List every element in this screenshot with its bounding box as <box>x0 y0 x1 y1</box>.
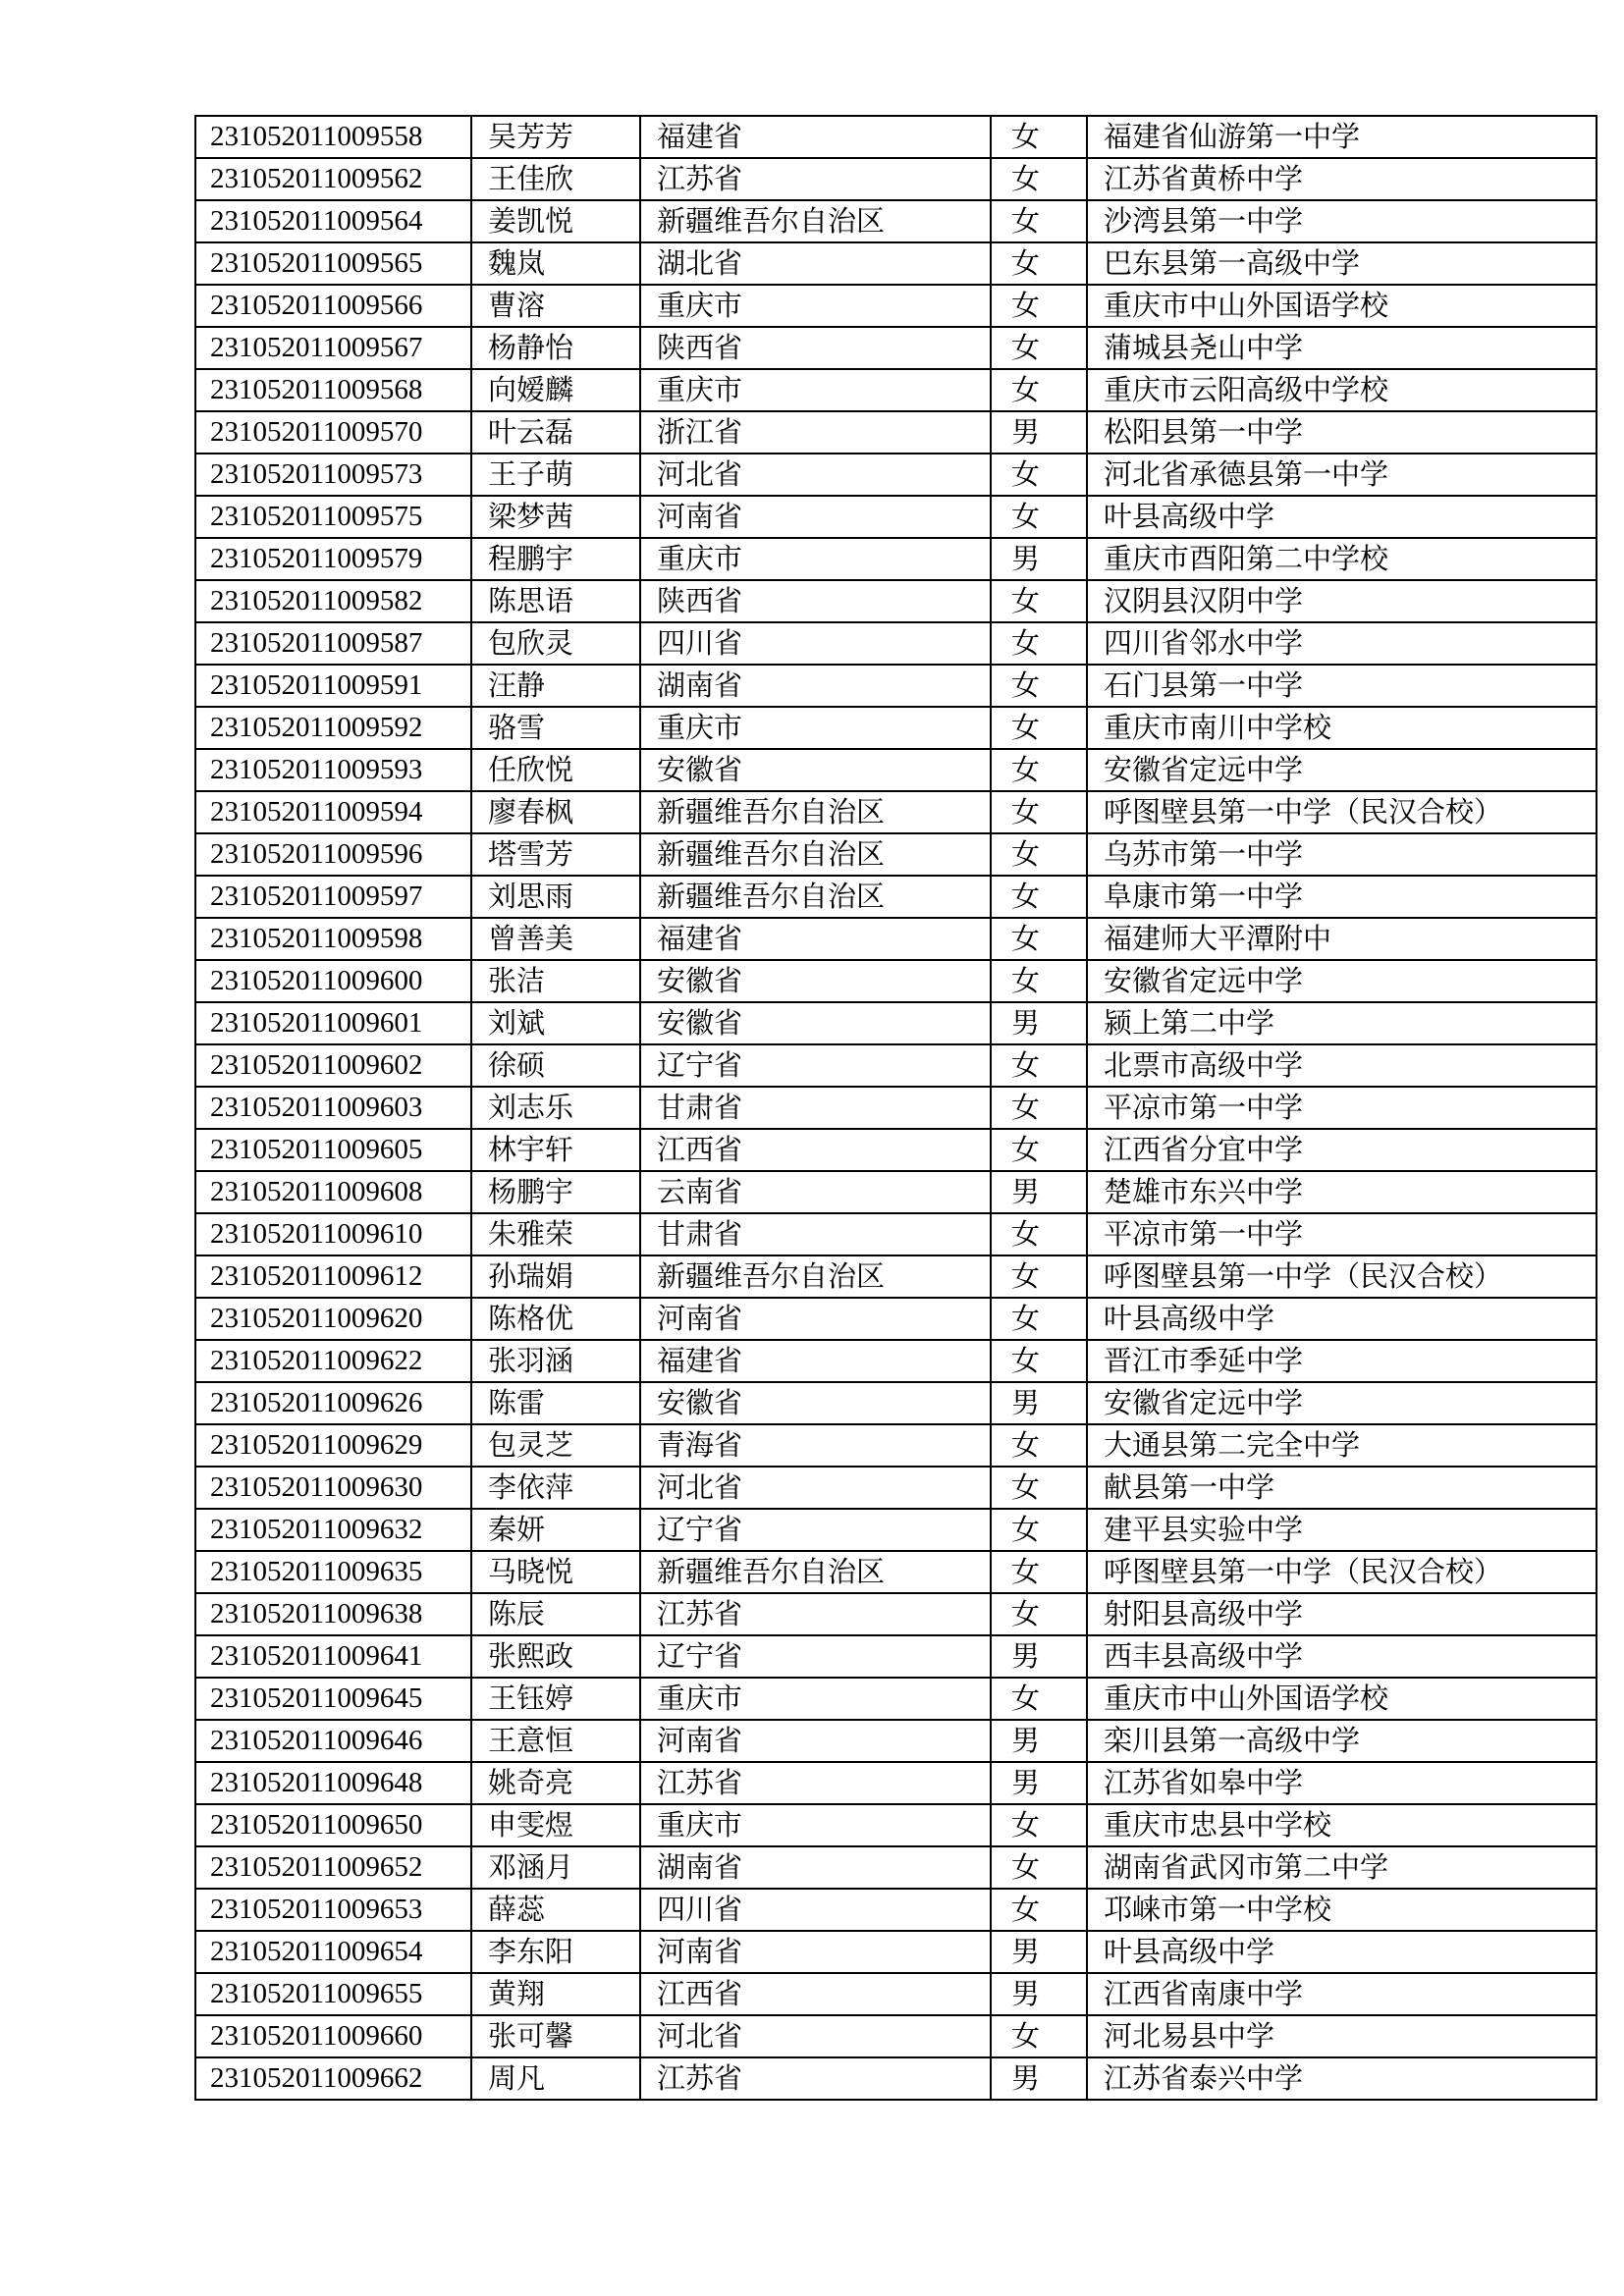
province-cell: 甘肃省 <box>640 1213 991 1255</box>
exam-number-cell: 231052011009646 <box>195 1720 471 1762</box>
school-cell: 呼图壁县第一中学（民汉合校） <box>1087 791 1597 833</box>
student-name-cell: 叶云磊 <box>471 411 640 454</box>
province-cell: 江苏省 <box>640 2057 991 2100</box>
gender-cell: 男 <box>991 1002 1087 1044</box>
table-row <box>195 1213 1597 1255</box>
province-cell: 甘肃省 <box>640 1087 991 1129</box>
exam-number-cell: 231052011009660 <box>195 2015 471 2057</box>
table-row <box>195 538 1597 580</box>
student-name-cell: 周凡 <box>471 2057 640 2100</box>
student-name-cell: 邓涵月 <box>471 1846 640 1889</box>
gender-cell: 女 <box>991 369 1087 411</box>
school-cell: 献县第一中学 <box>1087 1467 1597 1509</box>
student-name-cell: 梁梦茜 <box>471 496 640 538</box>
gender-cell: 女 <box>991 1298 1087 1340</box>
province-cell: 福建省 <box>640 918 991 960</box>
exam-number-cell: 231052011009645 <box>195 1678 471 1720</box>
province-cell: 河北省 <box>640 454 991 496</box>
province-cell: 新疆维吾尔自治区 <box>640 876 991 918</box>
student-name-cell: 陈雷 <box>471 1382 640 1424</box>
school-cell: 福建省仙游第一中学 <box>1087 116 1597 158</box>
gender-cell: 女 <box>991 749 1087 791</box>
student-name-cell: 张可馨 <box>471 2015 640 2057</box>
student-name-cell: 任欣悦 <box>471 749 640 791</box>
province-cell: 河南省 <box>640 1931 991 1973</box>
table-row <box>195 1171 1597 1213</box>
student-name-cell: 王佳欣 <box>471 158 640 200</box>
province-cell: 辽宁省 <box>640 1635 991 1678</box>
school-cell: 蒲城县尧山中学 <box>1087 327 1597 369</box>
exam-number-cell: 231052011009610 <box>195 1213 471 1255</box>
gender-cell: 女 <box>991 1424 1087 1467</box>
exam-number-cell: 231052011009597 <box>195 876 471 918</box>
table-row <box>195 833 1597 876</box>
province-cell: 重庆市 <box>640 538 991 580</box>
student-name-cell: 魏岚 <box>471 242 640 285</box>
gender-cell: 女 <box>991 1129 1087 1171</box>
school-cell: 射阳县高级中学 <box>1087 1593 1597 1635</box>
table-row <box>195 2015 1597 2057</box>
school-cell: 湖南省武冈市第二中学 <box>1087 1846 1597 1889</box>
province-cell: 重庆市 <box>640 369 991 411</box>
gender-cell: 女 <box>991 580 1087 622</box>
school-cell: 汉阴县汉阴中学 <box>1087 580 1597 622</box>
gender-cell: 女 <box>991 1340 1087 1382</box>
exam-number-cell: 231052011009652 <box>195 1846 471 1889</box>
school-cell: 重庆市忠县中学校 <box>1087 1804 1597 1846</box>
table-row <box>195 369 1597 411</box>
province-cell: 河北省 <box>640 2015 991 2057</box>
student-name-cell: 王子萌 <box>471 454 640 496</box>
exam-number-cell: 231052011009598 <box>195 918 471 960</box>
student-name-cell: 张熙政 <box>471 1635 640 1678</box>
table-row <box>195 1129 1597 1171</box>
province-cell: 安徽省 <box>640 1002 991 1044</box>
table-row <box>195 285 1597 327</box>
school-cell: 江苏省泰兴中学 <box>1087 2057 1597 2100</box>
school-cell: 楚雄市东兴中学 <box>1087 1171 1597 1213</box>
exam-number-cell: 231052011009600 <box>195 960 471 1002</box>
table-row <box>195 1467 1597 1509</box>
table-row <box>195 580 1597 622</box>
student-name-cell: 刘思雨 <box>471 876 640 918</box>
province-cell: 江苏省 <box>640 1593 991 1635</box>
gender-cell: 男 <box>991 538 1087 580</box>
province-cell: 重庆市 <box>640 1678 991 1720</box>
gender-cell: 男 <box>991 1382 1087 1424</box>
gender-cell: 女 <box>991 1087 1087 1129</box>
school-cell: 大通县第二完全中学 <box>1087 1424 1597 1467</box>
exam-number-cell: 231052011009653 <box>195 1889 471 1931</box>
exam-number-cell: 231052011009638 <box>195 1593 471 1635</box>
exam-number-cell: 231052011009582 <box>195 580 471 622</box>
school-cell: 栾川县第一高级中学 <box>1087 1720 1597 1762</box>
school-cell: 石门县第一中学 <box>1087 665 1597 707</box>
province-cell: 浙江省 <box>640 411 991 454</box>
gender-cell: 女 <box>991 1593 1087 1635</box>
province-cell: 江西省 <box>640 1129 991 1171</box>
exam-number-cell: 231052011009570 <box>195 411 471 454</box>
gender-cell: 女 <box>991 918 1087 960</box>
table-row <box>195 960 1597 1002</box>
exam-number-cell: 231052011009564 <box>195 200 471 242</box>
school-cell: 江苏省黄桥中学 <box>1087 158 1597 200</box>
exam-number-cell: 231052011009587 <box>195 622 471 665</box>
exam-number-cell: 231052011009567 <box>195 327 471 369</box>
gender-cell: 女 <box>991 1467 1087 1509</box>
table-row <box>195 116 1597 158</box>
school-cell: 呼图壁县第一中学（民汉合校） <box>1087 1551 1597 1593</box>
student-name-cell: 薛蕊 <box>471 1889 640 1931</box>
exam-number-cell: 231052011009594 <box>195 791 471 833</box>
gender-cell: 女 <box>991 242 1087 285</box>
table-row <box>195 200 1597 242</box>
table-row <box>195 1255 1597 1298</box>
province-cell: 福建省 <box>640 116 991 158</box>
table-row <box>195 1340 1597 1382</box>
school-cell: 江西省分宜中学 <box>1087 1129 1597 1171</box>
exam-number-cell: 231052011009603 <box>195 1087 471 1129</box>
table-row <box>195 876 1597 918</box>
province-cell: 江苏省 <box>640 158 991 200</box>
student-name-cell: 刘志乐 <box>471 1087 640 1129</box>
school-cell: 颍上第二中学 <box>1087 1002 1597 1044</box>
gender-cell: 男 <box>991 411 1087 454</box>
province-cell: 重庆市 <box>640 1804 991 1846</box>
table-row <box>195 242 1597 285</box>
student-name-cell: 向嫒麟 <box>471 369 640 411</box>
table-row <box>195 1973 1597 2015</box>
gender-cell: 女 <box>991 1889 1087 1931</box>
gender-cell: 男 <box>991 1171 1087 1213</box>
student-name-cell: 廖春枫 <box>471 791 640 833</box>
exam-number-cell: 231052011009648 <box>195 1762 471 1804</box>
gender-cell: 女 <box>991 833 1087 876</box>
school-cell: 叶县高级中学 <box>1087 496 1597 538</box>
province-cell: 新疆维吾尔自治区 <box>640 200 991 242</box>
school-cell: 邛崃市第一中学校 <box>1087 1889 1597 1931</box>
province-cell: 湖南省 <box>640 665 991 707</box>
school-cell: 重庆市中山外国语学校 <box>1087 1678 1597 1720</box>
exam-number-cell: 231052011009622 <box>195 1340 471 1382</box>
province-cell: 青海省 <box>640 1424 991 1467</box>
table-row <box>195 1762 1597 1804</box>
school-cell: 西丰县高级中学 <box>1087 1635 1597 1678</box>
exam-number-cell: 231052011009592 <box>195 707 471 749</box>
student-name-cell: 陈格优 <box>471 1298 640 1340</box>
exam-number-cell: 231052011009593 <box>195 749 471 791</box>
province-cell: 新疆维吾尔自治区 <box>640 791 991 833</box>
student-name-cell: 姜凯悦 <box>471 200 640 242</box>
province-cell: 安徽省 <box>640 749 991 791</box>
exam-number-cell: 231052011009662 <box>195 2057 471 2100</box>
exam-number-cell: 231052011009566 <box>195 285 471 327</box>
province-cell: 河南省 <box>640 496 991 538</box>
province-cell: 四川省 <box>640 1889 991 1931</box>
exam-number-cell: 231052011009596 <box>195 833 471 876</box>
school-cell: 安徽省定远中学 <box>1087 1382 1597 1424</box>
school-cell: 四川省邻水中学 <box>1087 622 1597 665</box>
gender-cell: 女 <box>991 791 1087 833</box>
table-row <box>195 1424 1597 1467</box>
exam-number-cell: 231052011009630 <box>195 1467 471 1509</box>
table-row <box>195 707 1597 749</box>
table-row <box>195 1298 1597 1340</box>
gender-cell: 女 <box>991 2015 1087 2057</box>
table-row <box>195 1931 1597 1973</box>
school-cell: 河北省承德县第一中学 <box>1087 454 1597 496</box>
school-cell: 北票市高级中学 <box>1087 1044 1597 1087</box>
province-cell: 福建省 <box>640 1340 991 1382</box>
exam-number-cell: 231052011009558 <box>195 116 471 158</box>
table-row <box>195 918 1597 960</box>
school-cell: 平凉市第一中学 <box>1087 1213 1597 1255</box>
table-row <box>195 1044 1597 1087</box>
student-name-cell: 曾善美 <box>471 918 640 960</box>
exam-number-cell: 231052011009573 <box>195 454 471 496</box>
province-cell: 四川省 <box>640 622 991 665</box>
exam-number-cell: 231052011009620 <box>195 1298 471 1340</box>
exam-number-cell: 231052011009612 <box>195 1255 471 1298</box>
school-cell: 安徽省定远中学 <box>1087 749 1597 791</box>
gender-cell: 男 <box>991 2057 1087 2100</box>
table-row <box>195 1551 1597 1593</box>
province-cell: 陕西省 <box>640 580 991 622</box>
school-cell: 福建师大平潭附中 <box>1087 918 1597 960</box>
table-row <box>195 327 1597 369</box>
student-name-cell: 秦妍 <box>471 1509 640 1551</box>
exam-number-cell: 231052011009655 <box>195 1973 471 2015</box>
table-row <box>195 454 1597 496</box>
gender-cell: 女 <box>991 496 1087 538</box>
student-name-cell: 姚奇亮 <box>471 1762 640 1804</box>
exam-number-cell: 231052011009565 <box>195 242 471 285</box>
school-cell: 重庆市酉阳第二中学校 <box>1087 538 1597 580</box>
exam-number-cell: 231052011009579 <box>195 538 471 580</box>
gender-cell: 男 <box>991 1973 1087 2015</box>
exam-number-cell: 231052011009650 <box>195 1804 471 1846</box>
gender-cell: 女 <box>991 1255 1087 1298</box>
table-row <box>195 1678 1597 1720</box>
student-name-cell: 骆雪 <box>471 707 640 749</box>
table-row <box>195 749 1597 791</box>
student-name-cell: 陈辰 <box>471 1593 640 1635</box>
school-cell: 重庆市南川中学校 <box>1087 707 1597 749</box>
student-name-cell: 林宇轩 <box>471 1129 640 1171</box>
student-name-cell: 杨鹏宇 <box>471 1171 640 1213</box>
province-cell: 江苏省 <box>640 1762 991 1804</box>
table-row <box>195 622 1597 665</box>
student-name-cell: 塔雪芳 <box>471 833 640 876</box>
school-cell: 沙湾县第一中学 <box>1087 200 1597 242</box>
gender-cell: 女 <box>991 1846 1087 1889</box>
student-name-cell: 杨静怡 <box>471 327 640 369</box>
table-row <box>195 1720 1597 1762</box>
province-cell: 辽宁省 <box>640 1509 991 1551</box>
table-row <box>195 1593 1597 1635</box>
school-cell: 呼图壁县第一中学（民汉合校） <box>1087 1255 1597 1298</box>
gender-cell: 女 <box>991 327 1087 369</box>
gender-cell: 男 <box>991 1635 1087 1678</box>
gender-cell: 女 <box>991 1678 1087 1720</box>
gender-cell: 女 <box>991 158 1087 200</box>
student-name-cell: 马晓悦 <box>471 1551 640 1593</box>
student-name-cell: 孙瑞娟 <box>471 1255 640 1298</box>
table-row <box>195 791 1597 833</box>
student-name-cell: 王意恒 <box>471 1720 640 1762</box>
gender-cell: 女 <box>991 1551 1087 1593</box>
gender-cell: 女 <box>991 116 1087 158</box>
province-cell: 新疆维吾尔自治区 <box>640 1551 991 1593</box>
table-row <box>195 1846 1597 1889</box>
exam-number-cell: 231052011009605 <box>195 1129 471 1171</box>
table-row <box>195 1804 1597 1846</box>
school-cell: 江西省南康中学 <box>1087 1973 1597 2015</box>
gender-cell: 女 <box>991 200 1087 242</box>
gender-cell: 女 <box>991 622 1087 665</box>
student-name-cell: 申雯煜 <box>471 1804 640 1846</box>
table-row <box>195 1382 1597 1424</box>
table-row <box>195 665 1597 707</box>
student-name-cell: 徐硕 <box>471 1044 640 1087</box>
school-cell: 晋江市季延中学 <box>1087 1340 1597 1382</box>
province-cell: 湖南省 <box>640 1846 991 1889</box>
gender-cell: 女 <box>991 1213 1087 1255</box>
gender-cell: 女 <box>991 707 1087 749</box>
table-row <box>195 158 1597 200</box>
student-name-cell: 王钰婷 <box>471 1678 640 1720</box>
province-cell: 湖北省 <box>640 242 991 285</box>
school-cell: 重庆市云阳高级中学校 <box>1087 369 1597 411</box>
student-name-cell: 包欣灵 <box>471 622 640 665</box>
province-cell: 河北省 <box>640 1467 991 1509</box>
exam-number-cell: 231052011009629 <box>195 1424 471 1467</box>
province-cell: 辽宁省 <box>640 1044 991 1087</box>
roster-body <box>195 116 1597 2100</box>
student-name-cell: 黄翔 <box>471 1973 640 2015</box>
province-cell: 安徽省 <box>640 1382 991 1424</box>
exam-number-cell: 231052011009635 <box>195 1551 471 1593</box>
student-name-cell: 刘斌 <box>471 1002 640 1044</box>
school-cell: 重庆市中山外国语学校 <box>1087 285 1597 327</box>
province-cell: 云南省 <box>640 1171 991 1213</box>
student-name-cell: 张羽涵 <box>471 1340 640 1382</box>
province-cell: 安徽省 <box>640 960 991 1002</box>
gender-cell: 女 <box>991 665 1087 707</box>
province-cell: 江西省 <box>640 1973 991 2015</box>
school-cell: 平凉市第一中学 <box>1087 1087 1597 1129</box>
student-name-cell: 包灵芝 <box>471 1424 640 1467</box>
school-cell: 叶县高级中学 <box>1087 1298 1597 1340</box>
table-row <box>195 1635 1597 1678</box>
gender-cell: 女 <box>991 454 1087 496</box>
table-row <box>195 1509 1597 1551</box>
student-name-cell: 陈思语 <box>471 580 640 622</box>
table-row <box>195 1889 1597 1931</box>
exam-number-cell: 231052011009591 <box>195 665 471 707</box>
exam-number-cell: 231052011009632 <box>195 1509 471 1551</box>
school-cell: 建平县实验中学 <box>1087 1509 1597 1551</box>
school-cell: 江苏省如皋中学 <box>1087 1762 1597 1804</box>
province-cell: 新疆维吾尔自治区 <box>640 1255 991 1298</box>
student-name-cell: 李东阳 <box>471 1931 640 1973</box>
exam-number-cell: 231052011009562 <box>195 158 471 200</box>
school-cell: 安徽省定远中学 <box>1087 960 1597 1002</box>
exam-number-cell: 231052011009626 <box>195 1382 471 1424</box>
gender-cell: 女 <box>991 285 1087 327</box>
exam-number-cell: 231052011009641 <box>195 1635 471 1678</box>
province-cell: 重庆市 <box>640 707 991 749</box>
student-name-cell: 汪静 <box>471 665 640 707</box>
student-name-cell: 朱雅荣 <box>471 1213 640 1255</box>
gender-cell: 男 <box>991 1720 1087 1762</box>
province-cell: 重庆市 <box>640 285 991 327</box>
school-cell: 巴东县第一高级中学 <box>1087 242 1597 285</box>
exam-number-cell: 231052011009608 <box>195 1171 471 1213</box>
school-cell: 叶县高级中学 <box>1087 1931 1597 1973</box>
table-row <box>195 1002 1597 1044</box>
student-name-cell: 吴芳芳 <box>471 116 640 158</box>
gender-cell: 男 <box>991 1762 1087 1804</box>
gender-cell: 女 <box>991 1509 1087 1551</box>
table-row <box>195 1087 1597 1129</box>
province-cell: 河南省 <box>640 1298 991 1340</box>
table-row <box>195 496 1597 538</box>
province-cell: 新疆维吾尔自治区 <box>640 833 991 876</box>
gender-cell: 男 <box>991 1931 1087 1973</box>
gender-cell: 女 <box>991 1044 1087 1087</box>
school-cell: 阜康市第一中学 <box>1087 876 1597 918</box>
student-roster-table <box>194 115 1597 2101</box>
exam-number-cell: 231052011009575 <box>195 496 471 538</box>
exam-number-cell: 231052011009601 <box>195 1002 471 1044</box>
table-row <box>195 2057 1597 2100</box>
student-name-cell: 张洁 <box>471 960 640 1002</box>
school-cell: 河北易县中学 <box>1087 2015 1597 2057</box>
exam-number-cell: 231052011009568 <box>195 369 471 411</box>
school-cell: 松阳县第一中学 <box>1087 411 1597 454</box>
exam-number-cell: 231052011009602 <box>195 1044 471 1087</box>
gender-cell: 女 <box>991 876 1087 918</box>
gender-cell: 女 <box>991 1804 1087 1846</box>
student-name-cell: 李依萍 <box>471 1467 640 1509</box>
gender-cell: 女 <box>991 960 1087 1002</box>
student-name-cell: 程鹏宇 <box>471 538 640 580</box>
province-cell: 河南省 <box>640 1720 991 1762</box>
province-cell: 陕西省 <box>640 327 991 369</box>
school-cell: 乌苏市第一中学 <box>1087 833 1597 876</box>
table-row <box>195 411 1597 454</box>
exam-number-cell: 231052011009654 <box>195 1931 471 1973</box>
student-name-cell: 曹溶 <box>471 285 640 327</box>
